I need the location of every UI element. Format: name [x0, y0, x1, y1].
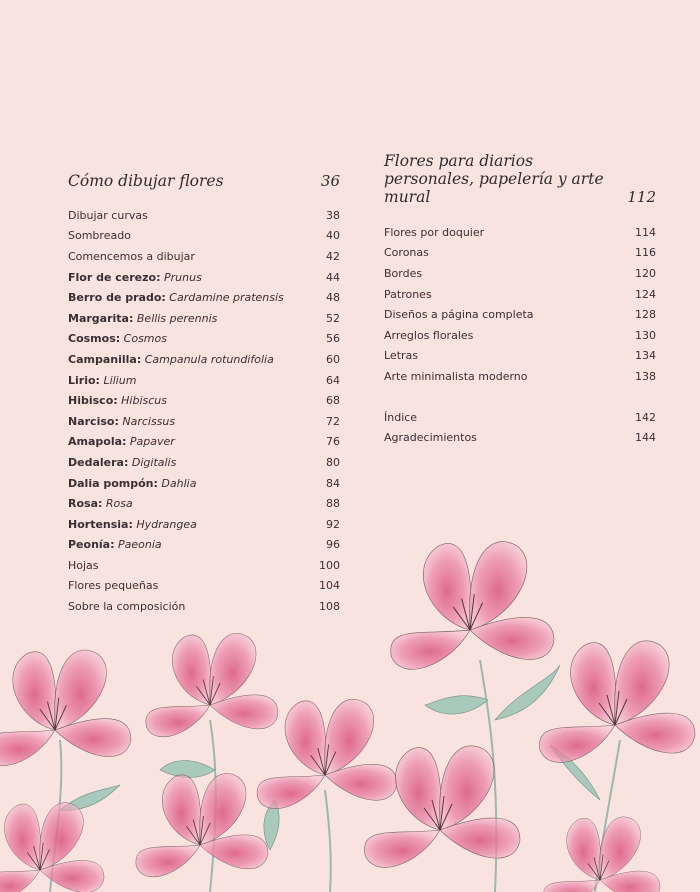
toc-entry-name: Berro de prado:: [68, 291, 166, 305]
toc-entry-name: Sobre la composición: [68, 600, 186, 614]
toc-entry-name: Rosa:: [68, 497, 103, 511]
toc-entry[interactable]: [384, 366, 656, 387]
toc-entry-label: [68, 229, 131, 242]
toc-entry-latin-name: Narcissus: [122, 414, 176, 428]
toc-entry[interactable]: [384, 284, 656, 305]
toc-entry-name: Campanilla:: [68, 352, 142, 366]
toc-column-right: [384, 152, 656, 448]
toc-entry-label: [68, 415, 175, 428]
toc-entry-latin-name: Digitalis: [131, 455, 177, 469]
section-title: Flores para diarios personales, papelería y arte mural: [384, 152, 604, 206]
toc-entry[interactable]: [68, 411, 340, 432]
toc-entry-name: Letras: [384, 349, 419, 363]
toc-entry-page-number: 130: [635, 328, 656, 342]
toc-entry-label: [68, 538, 162, 551]
toc-entry-label: [384, 308, 534, 321]
toc-entry-name: Dibujar curvas: [68, 208, 148, 222]
toc-entry-name: Cosmos:: [68, 332, 121, 346]
toc-entry-label: [68, 497, 133, 510]
toc-entry[interactable]: [68, 308, 340, 329]
toc-entry-name: Índice: [384, 410, 418, 424]
toc-entry-name: Arreglos florales: [384, 328, 474, 342]
toc-entry-page-number: 48: [326, 291, 340, 305]
toc-entry-page-number: 92: [326, 517, 340, 531]
toc-entry-name: Margarita:: [68, 311, 134, 325]
toc-entry-latin-name: Bellis perennis: [136, 311, 218, 325]
toc-entry-page-number: 60: [326, 352, 340, 366]
toc-column-left: [68, 170, 340, 617]
toc-entry-label: [384, 431, 477, 444]
toc-entry-name: Diseños a página completa: [384, 308, 534, 322]
toc-entry-label: [384, 288, 432, 301]
toc-entry[interactable]: [68, 493, 340, 514]
toc-entry-name: Flores pequeñas: [68, 579, 159, 593]
toc-entry-name: Dedalera:: [68, 455, 129, 469]
toc-entry-page-number: 80: [326, 455, 340, 469]
toc-entry-label: [384, 246, 429, 259]
toc-entry-latin-name: Paeonia: [118, 538, 162, 552]
toc-entry-name: Arte minimalista moderno: [384, 369, 528, 383]
toc-entry-latin-name: Rosa: [105, 497, 133, 511]
toc-entry[interactable]: [384, 325, 656, 346]
toc-entry[interactable]: [68, 287, 340, 308]
toc-entry-label: [384, 370, 528, 383]
section-page-number: 112: [627, 188, 656, 206]
toc-spacer: [384, 387, 656, 407]
toc-entry-label: [68, 353, 274, 366]
toc-entry[interactable]: [384, 304, 656, 325]
toc-entry-page-number: 72: [326, 414, 340, 428]
toc-entry-latin-name: Cardamine pratensis: [169, 291, 284, 305]
toc-entry[interactable]: [384, 222, 656, 243]
toc-entry-page-number: 44: [326, 270, 340, 284]
toc-entry-name: Patrones: [384, 287, 432, 301]
toc-entry-page-number: 138: [635, 369, 656, 383]
toc-entry-page-number: 116: [635, 246, 656, 260]
toc-entry-label: [68, 477, 196, 490]
toc-entry-page-number: 120: [635, 266, 656, 280]
toc-entry-name: Amapola:: [68, 435, 127, 449]
toc-entry-label: [68, 332, 167, 345]
toc-entry-page-number: 38: [326, 208, 340, 222]
toc-entry-name: Hibisco:: [68, 394, 118, 408]
toc-entry[interactable]: [68, 473, 340, 494]
toc-entry-page-number: 76: [326, 435, 340, 449]
toc-entry-label: [384, 411, 417, 424]
toc-entry-page-number: 104: [319, 579, 340, 593]
toc-entry[interactable]: [68, 205, 340, 226]
toc-entry[interactable]: [68, 432, 340, 453]
toc-entry-name: Coronas: [384, 246, 429, 260]
toc-entry-page-number: 96: [326, 538, 340, 552]
toc-entry-name: Agradecimientos: [384, 431, 477, 445]
toc-entry-page-number: 88: [326, 497, 340, 511]
toc-entry[interactable]: [384, 407, 656, 428]
toc-entry-page-number: 114: [635, 225, 656, 239]
toc-entry-page-number: 52: [326, 311, 340, 325]
toc-entry-page-number: 100: [319, 558, 340, 572]
toc-entry-label: [68, 250, 195, 263]
toc-entry-latin-name: Hydrangea: [136, 517, 197, 531]
toc-entry[interactable]: [68, 329, 340, 350]
toc-entry[interactable]: [68, 535, 340, 556]
toc-entry-latin-name: Campanula rotundifolia: [144, 352, 274, 366]
toc-entry-label: [68, 312, 217, 325]
toc-entry-label: [68, 559, 99, 572]
toc-entry-list: [68, 205, 340, 617]
toc-entry-name: Bordes: [384, 266, 423, 280]
toc-entry-name: Hojas: [68, 558, 99, 572]
toc-entry-latin-name: Hibiscus: [121, 394, 168, 408]
toc-entry[interactable]: [68, 267, 340, 288]
toc-entry-label: [68, 456, 176, 469]
toc-entry-label: [68, 271, 202, 284]
toc-entry-label: [384, 329, 473, 342]
toc-entry-latin-name: Cosmos: [123, 332, 167, 346]
toc-entry-label: [384, 349, 418, 362]
toc-entry-name: Comencemos a dibujar: [68, 249, 195, 263]
toc-entry[interactable]: [68, 226, 340, 247]
toc-entry-label: [68, 374, 136, 387]
toc-entry-name: Flor de cerezo:: [68, 270, 161, 284]
toc-entry-label: [384, 267, 422, 280]
toc-entry-label: [68, 579, 158, 592]
toc-entry[interactable]: [68, 514, 340, 535]
toc-entry-name: Hortensia:: [68, 517, 133, 531]
toc-entry-name: Sombreado: [68, 229, 131, 243]
toc-entry-name: Peonía:: [68, 538, 115, 552]
toc-entry-page-number: 56: [326, 332, 340, 346]
toc-entry[interactable]: [384, 243, 656, 264]
toc-entry-page-number: 134: [635, 349, 656, 363]
toc-entry-name: Dalia pompón:: [68, 476, 158, 490]
toc-entry[interactable]: [68, 452, 340, 473]
toc-entry-page-number: 68: [326, 394, 340, 408]
section-heading[interactable]: [384, 152, 656, 206]
toc-entry-latin-name: Lilium: [103, 373, 137, 387]
toc-entry[interactable]: [384, 346, 656, 367]
toc-entry-label: [68, 600, 185, 613]
toc-entry[interactable]: [68, 555, 340, 576]
toc-entry-page-number: 84: [326, 476, 340, 490]
toc-entry[interactable]: [68, 596, 340, 617]
toc-entry[interactable]: [68, 390, 340, 411]
toc-entry-page-number: 144: [635, 431, 656, 445]
toc-entry[interactable]: [384, 427, 656, 448]
toc-entry-list: [384, 222, 656, 448]
toc-entry-label: [68, 291, 284, 304]
toc-entry-name: Narciso:: [68, 414, 119, 428]
toc-entry-label: [68, 394, 167, 407]
section-heading[interactable]: [68, 170, 340, 190]
toc-entry-latin-name: Papaver: [129, 435, 175, 449]
toc-entry-label: [384, 226, 484, 239]
toc-entry-label: [68, 518, 197, 531]
toc-entry-name: Flores por doquier: [384, 225, 485, 239]
toc-entry-page-number: 142: [635, 410, 656, 424]
toc-entry-page-number: 64: [326, 373, 340, 387]
toc-entry-name: Lirio:: [68, 373, 100, 387]
toc-entry[interactable]: [68, 370, 340, 391]
toc-entry-page-number: 124: [635, 287, 656, 301]
toc-entry-latin-name: Prunus: [164, 270, 202, 284]
toc-entry-page-number: 128: [635, 308, 656, 322]
section-page-number: 36: [320, 172, 340, 190]
toc-entry[interactable]: [68, 349, 340, 370]
toc-entry-page-number: 42: [326, 249, 340, 263]
section-title: Cómo dibujar flores: [68, 172, 224, 190]
toc-entry-label: [68, 435, 175, 448]
toc-entry-page-number: 40: [326, 229, 340, 243]
toc-entry[interactable]: [384, 263, 656, 284]
toc-entry-page-number: 108: [319, 600, 340, 614]
toc-entry-latin-name: Dahlia: [161, 476, 197, 490]
toc-entry-label: [68, 209, 148, 222]
toc-entry[interactable]: [68, 576, 340, 597]
toc-entry[interactable]: [68, 246, 340, 267]
